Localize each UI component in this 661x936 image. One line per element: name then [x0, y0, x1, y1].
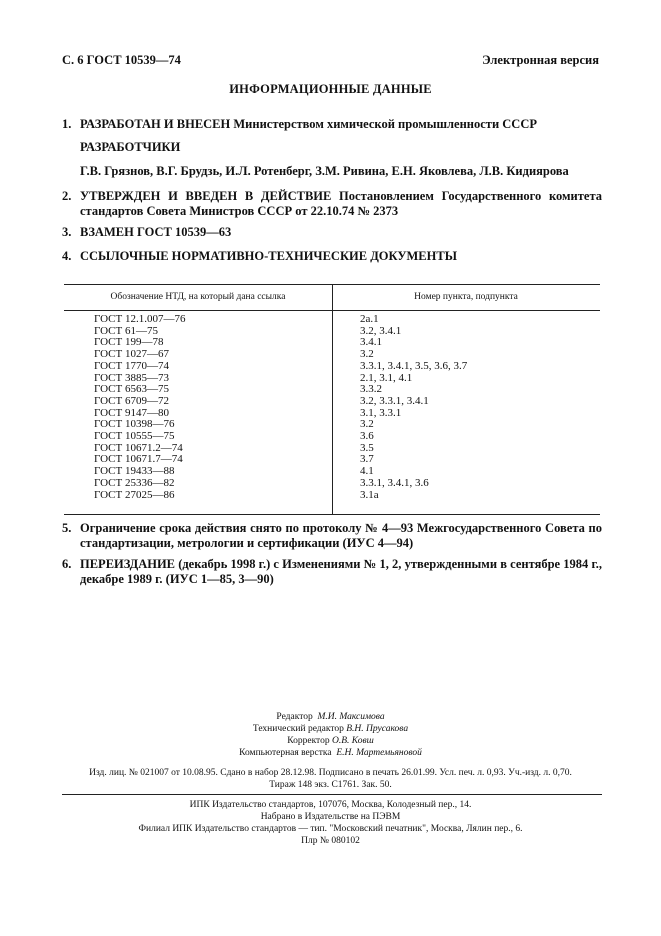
section-number: 4. [62, 249, 72, 263]
section-text: РАЗРАБОТАН И ВНЕСЕН Министерством химической промышленности СССР [80, 117, 537, 131]
developers-list: Г.В. Грязнов, В.Г. Брудзь, И.Л. Ротенберг, З.М. Ривина, Е.Н. Яковлева, Л.В. Кидиярова [80, 164, 569, 178]
table-cell-clause: 3.3.1, 3.4.1, 3.6 [360, 476, 429, 489]
table-cell-document: ГОСТ 10398—76 [94, 418, 175, 431]
table-cell-clause: 3.6 [360, 430, 374, 442]
section-number: 3. [62, 225, 72, 239]
imprint-publisher-line-2: Набрано в Издательстве на ПЭВМ [260, 812, 401, 822]
table-cell-document: ГОСТ 12.1.007—76 [94, 313, 186, 325]
section-text: Ограничение срока действия снято по протоколу № 4—93 Межгосударственного Совета по стандартизации, метрологии и сертификации (ИУС 4—94) [80, 521, 602, 550]
table-cell-document: ГОСТ 3885—73 [94, 371, 169, 384]
section-number: 2. [62, 189, 72, 203]
table-cell-document: ГОСТ 10555—75 [94, 430, 175, 442]
table-cell-clause: 3.3.2 [360, 383, 382, 396]
table-cell-document: ГОСТ 6709—72 [94, 394, 169, 407]
table-cell-clause: 3.2 [360, 348, 374, 361]
section-1 [62, 117, 602, 132]
developers-heading: РАЗРАБОТЧИКИ [80, 140, 181, 154]
table-cell-clause: 3.7 [360, 453, 374, 466]
table-cell-document: ГОСТ 27025—86 [94, 488, 175, 501]
imprint-corrector: Корректор О.В. Ковш [287, 736, 374, 746]
page-header-right: Электронная версия [482, 53, 599, 67]
imprint-license-line-2: Тираж 148 экз. С1761. Зак. 50. [269, 780, 392, 790]
section-3 [62, 225, 602, 240]
section-2 [62, 189, 602, 219]
table-cell-document: ГОСТ 6563—75 [94, 383, 169, 396]
section-text: УТВЕРЖДЕН И ВВЕДЕН В ДЕЙСТВИЕ Постановлением Государственного комитета стандартов Совета Министров СССР от 22.10.74 № 2373 [80, 189, 602, 218]
section-number: 6. [62, 557, 72, 571]
section-4 [62, 249, 602, 264]
table-header-document: Обозначение НТД, на который дана ссылка [110, 292, 286, 302]
table-header-clause: Номер пункта, подпункта [414, 292, 518, 302]
imprint-license-line-1: Изд. лиц. № 021007 от 10.08.95. Сдано в набор 28.12.98. Подписано в печать 26.01.99. Усл. печ. л. 0,93. Уч.-изд. л. 0,70. [89, 768, 572, 778]
table-cell-clause: 2а.1 [360, 313, 379, 325]
table-cell-clause: 2.1, 3.1, 4.1 [360, 371, 413, 384]
table-cell-clause: 3.1а [360, 488, 379, 501]
page-header-left: С. 6 ГОСТ 10539—74 [62, 53, 181, 67]
imprint-tech-editor: Технический редактор В.Н. Прусакова [252, 724, 409, 734]
section-5 [62, 521, 602, 551]
table-cell-document: ГОСТ 10671.2—74 [94, 441, 183, 454]
page-title: ИНФОРМАЦИОННЫЕ ДАННЫЕ [229, 82, 432, 96]
table-cell-clause: 3.3.1, 3.4.1, 3.5, 3.6, 3.7 [360, 359, 468, 372]
imprint-divider [62, 794, 602, 795]
section-number: 1. [62, 117, 72, 131]
imprint-editor: Редактор М.И. Максимова [276, 712, 385, 722]
table-cell-document: ГОСТ 61—75 [94, 324, 158, 337]
table-cell-clause: 3.2 [360, 418, 374, 431]
table-column-divider [332, 284, 333, 514]
table-cell-document: ГОСТ 25336—82 [94, 476, 175, 489]
table-cell-document: ГОСТ 10671.7—74 [94, 453, 183, 466]
table-cell-document: ГОСТ 1027—67 [94, 348, 169, 361]
section-text: ССЫЛОЧНЫЕ НОРМАТИВНО-ТЕХНИЧЕСКИЕ ДОКУМЕНТЫ [80, 249, 457, 263]
section-text: ПЕРЕИЗДАНИЕ (декабрь 1998 г.) с Изменениями № 1, 2, утвержденными в сентябре 1984 г., декабре 1989 г. (ИУС 1—85, 3—90) [80, 557, 602, 586]
table-bottom-rule [64, 514, 600, 515]
imprint-publisher-line-1: ИПК Издательство стандартов, 107076, Москва, Колодезный пер., 14. [189, 800, 472, 810]
table-cell-document: ГОСТ 19433—88 [94, 465, 175, 478]
section-text: ВЗАМЕН ГОСТ 10539—63 [80, 225, 232, 239]
section-6 [62, 557, 602, 587]
imprint-layout: Компьютерная верстка Е.Н. Мартемьяновой [239, 748, 422, 758]
table-cell-clause: 3.2, 3.4.1 [360, 324, 402, 337]
imprint-publisher-line-4: Плр № 080102 [301, 836, 360, 846]
table-cell-document: ГОСТ 1770—74 [94, 359, 169, 372]
imprint-publisher-line-3: Филиал ИПК Издательство стандартов — тип. "Московский печатник", Москва, Лялин пер., 6. [138, 824, 523, 834]
table-cell-clause: 3.2, 3.3.1, 3.4.1 [360, 394, 429, 407]
section-number: 5. [62, 521, 72, 535]
table-cell-document: ГОСТ 9147—80 [94, 406, 169, 419]
table-cell-clause: 3.5 [360, 441, 374, 454]
table-cell-clause: 3.4.1 [360, 336, 382, 349]
table-cell-document: ГОСТ 199—78 [94, 336, 164, 349]
table-cell-clause: 3.1, 3.3.1 [360, 406, 402, 419]
table-cell-clause: 4.1 [360, 465, 374, 478]
